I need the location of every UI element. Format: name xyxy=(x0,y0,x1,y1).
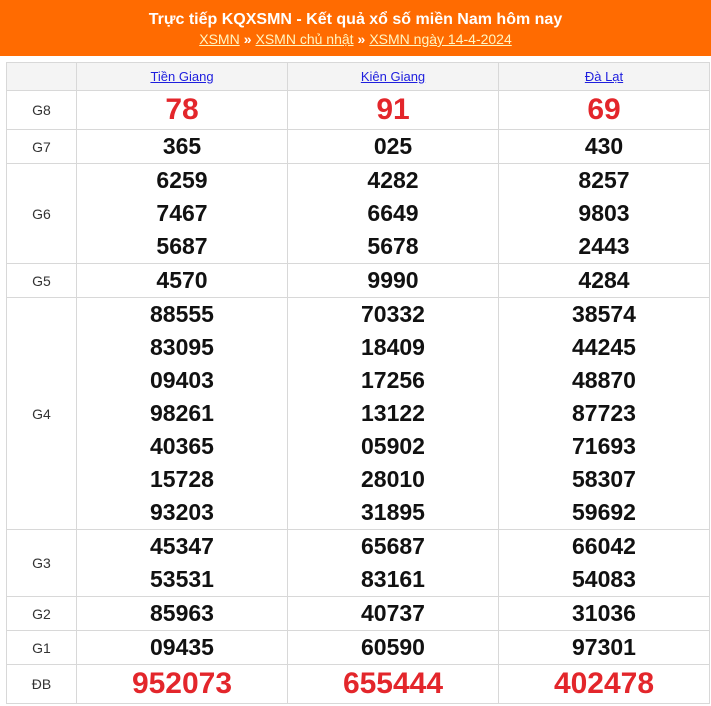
lottery-number: 5678 xyxy=(367,233,419,259)
lottery-number: 58307 xyxy=(572,466,636,492)
province-link-kien-giang[interactable]: Kiên Giang xyxy=(360,69,426,84)
lottery-number: 97301 xyxy=(572,634,636,660)
lottery-number: 54083 xyxy=(572,566,636,592)
prize-cell xyxy=(288,130,499,164)
prize-cell xyxy=(499,597,710,631)
lottery-number: 09435 xyxy=(150,634,214,660)
lottery-number: 28010 xyxy=(361,466,425,492)
prize-cell xyxy=(499,164,710,264)
prize-label: G6 xyxy=(7,164,77,264)
breadcrumb-sunday-link[interactable]: XSMN chủ nhật xyxy=(255,31,354,47)
lottery-number: 44245 xyxy=(572,334,636,360)
prize-cell xyxy=(499,631,710,665)
results-banner xyxy=(0,0,711,56)
prize-cell xyxy=(499,264,710,298)
prize-label: G5 xyxy=(7,264,77,298)
lottery-number: 98261 xyxy=(150,400,214,426)
lottery-number: 6259 xyxy=(156,167,208,193)
prize-label: ĐB xyxy=(7,665,77,704)
lottery-number: 53531 xyxy=(150,566,214,592)
lottery-number: 87723 xyxy=(572,400,636,426)
lottery-number: 48870 xyxy=(572,367,636,393)
lottery-number: 59692 xyxy=(572,499,636,525)
lottery-number: 31895 xyxy=(361,499,425,525)
prize-cell xyxy=(288,665,499,704)
lottery-number: 88555 xyxy=(150,301,214,327)
province-header xyxy=(499,63,710,91)
lottery-number: 402478 xyxy=(553,667,655,700)
prize-cell xyxy=(77,665,288,704)
lottery-number: 91 xyxy=(376,93,410,126)
lottery-number: 60590 xyxy=(361,634,425,660)
prize-cell xyxy=(77,530,288,597)
lottery-number: 18409 xyxy=(361,334,425,360)
lottery-number: 71693 xyxy=(572,433,636,459)
lottery-number: 38574 xyxy=(572,301,636,327)
lottery-number: 78 xyxy=(165,93,199,126)
page-title: Trực tiếp KQXSMN - Kết quả xổ số miền Nam hôm nay xyxy=(148,11,563,28)
lottery-number: 4570 xyxy=(156,267,208,293)
prize-cell xyxy=(499,530,710,597)
lottery-number: 66042 xyxy=(572,533,636,559)
prize-label: G7 xyxy=(7,130,77,164)
lottery-number: 5687 xyxy=(156,233,208,259)
lottery-number: 4284 xyxy=(578,267,630,293)
results-table xyxy=(6,62,710,704)
prize-cell xyxy=(499,91,710,130)
prize-cell xyxy=(77,164,288,264)
prize-label: G1 xyxy=(7,631,77,665)
lottery-number: 9803 xyxy=(578,200,630,226)
prize-label: G2 xyxy=(7,597,77,631)
breadcrumb-separator: » xyxy=(357,31,366,47)
prize-row xyxy=(7,631,710,665)
province-link-da-lat[interactable]: Đà Lạt xyxy=(584,69,624,84)
lottery-number: 83095 xyxy=(150,334,214,360)
lottery-number: 4282 xyxy=(367,167,419,193)
prize-label: G8 xyxy=(7,91,77,130)
breadcrumb xyxy=(0,30,711,48)
prize-cell xyxy=(288,631,499,665)
prize-row xyxy=(7,597,710,631)
prize-cell xyxy=(77,597,288,631)
lottery-number: 17256 xyxy=(361,367,425,393)
prize-cell xyxy=(288,91,499,130)
prize-cell xyxy=(288,597,499,631)
prize-label: G3 xyxy=(7,530,77,597)
lottery-number: 69 xyxy=(587,93,621,126)
lottery-number: 31036 xyxy=(572,600,636,626)
lottery-number: 8257 xyxy=(578,167,630,193)
province-link-tien-giang[interactable]: Tiền Giang xyxy=(150,69,214,84)
prize-cell xyxy=(499,130,710,164)
prize-cell xyxy=(288,264,499,298)
breadcrumb-separator: » xyxy=(243,31,252,47)
lottery-number: 430 xyxy=(584,133,624,159)
lottery-number: 9990 xyxy=(367,267,419,293)
lottery-number: 6649 xyxy=(367,200,419,226)
lottery-number: 83161 xyxy=(361,566,425,592)
prize-cell xyxy=(77,130,288,164)
prize-row xyxy=(7,530,710,597)
lottery-number: 2443 xyxy=(578,233,630,259)
prize-row xyxy=(7,665,710,704)
province-header xyxy=(288,63,499,91)
lottery-number: 952073 xyxy=(131,667,233,700)
prize-cell xyxy=(77,264,288,298)
prize-cell xyxy=(77,91,288,130)
prize-cell xyxy=(77,298,288,530)
lottery-number: 05902 xyxy=(361,433,425,459)
prize-cell xyxy=(77,631,288,665)
prize-row xyxy=(7,164,710,264)
prize-cell xyxy=(499,665,710,704)
lottery-number: 09403 xyxy=(150,367,214,393)
lottery-number: 65687 xyxy=(361,533,425,559)
prize-row xyxy=(7,298,710,530)
prize-cell xyxy=(288,298,499,530)
province-header-row xyxy=(7,63,710,91)
lottery-number: 7467 xyxy=(156,200,208,226)
lottery-number: 15728 xyxy=(150,466,214,492)
prize-cell xyxy=(288,164,499,264)
breadcrumb-date-link[interactable]: XSMN ngày 14-4-2024 xyxy=(369,31,512,47)
lottery-number: 025 xyxy=(373,133,413,159)
header-corner xyxy=(7,63,77,91)
lottery-number: 655444 xyxy=(342,667,444,700)
prize-row xyxy=(7,130,710,164)
lottery-number: 70332 xyxy=(361,301,425,327)
province-header xyxy=(77,63,288,91)
lottery-number: 45347 xyxy=(150,533,214,559)
lottery-number: 85963 xyxy=(150,600,214,626)
lottery-number: 13122 xyxy=(361,400,425,426)
prize-cell xyxy=(288,530,499,597)
prize-row xyxy=(7,264,710,298)
lottery-number: 40365 xyxy=(150,433,214,459)
lottery-number: 93203 xyxy=(150,499,214,525)
lottery-number: 40737 xyxy=(361,600,425,626)
prize-cell xyxy=(499,298,710,530)
breadcrumb-xsmn-link[interactable]: XSMN xyxy=(199,31,240,47)
prize-label: G4 xyxy=(7,298,77,530)
prize-row xyxy=(7,91,710,130)
lottery-number: 365 xyxy=(162,133,202,159)
